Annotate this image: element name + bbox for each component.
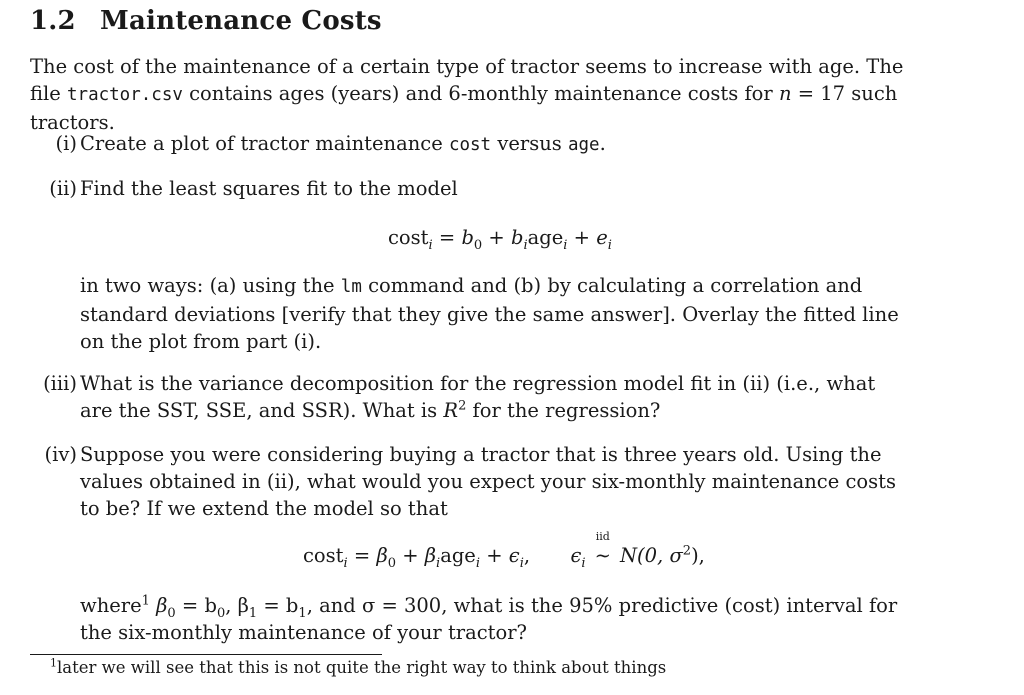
item-body-i (80, 130, 913, 159)
eq1-age: age (527, 226, 564, 249)
cond-b1-sub: 1 (298, 605, 307, 621)
eq2-plus-1: + (402, 544, 419, 567)
eq1-lhs: cost (388, 226, 429, 249)
eq2-lhs: cost (303, 544, 344, 567)
eq1-b1-sub: i (523, 237, 528, 253)
question-item-iv (44, 441, 913, 522)
item-label-iii: (iii) (43, 372, 77, 395)
intro-text-2: contains ages (years) and 6-monthly maintenance costs for (189, 82, 773, 105)
eq2-equals: = (353, 544, 371, 567)
question-item-ii (49, 175, 913, 202)
item-label-iv: (iv) (44, 443, 77, 466)
item-i-code-cost: cost (448, 135, 492, 155)
eq1-e-sub: i (607, 237, 612, 253)
model-equation-2 (303, 530, 705, 571)
footnote (50, 657, 666, 679)
item-iv-where: where (80, 594, 142, 617)
item-i-versus: versus (497, 132, 562, 155)
item-iv-continuation (80, 592, 913, 646)
eq1-e: e (596, 226, 608, 249)
eq2-age-sub: i (475, 555, 481, 571)
eq2-normal-sup: 2 (682, 543, 692, 559)
cond-eq-b0: = b (181, 594, 217, 617)
eq2-beta1-sub: i (436, 555, 441, 571)
eq1-age-sub: i (563, 237, 568, 253)
intro-n-symbol: n (778, 82, 792, 105)
item-ii-code-lm: lm (340, 277, 362, 297)
item-iii-text-2: for the regression? (472, 399, 661, 422)
item-iv-text: Suppose you were considering buying a tractor that is three years old. Using the values obtained in (ii), what would you expect your six-monthly maintenance costs to be? If we extend the model so that (80, 443, 896, 520)
eq1-plus-2: + (573, 226, 590, 249)
cond-b0-sub: 0 (216, 605, 226, 621)
intro-n-value: = 17 such tractors. (30, 82, 898, 134)
model-equation-1 (388, 226, 612, 253)
eq2-eps-sub: i (519, 555, 524, 571)
eq1-plus-1: + (488, 226, 505, 249)
cond-beta1-sub: 1 (248, 605, 258, 621)
item-iii-r-sup: 2 (458, 398, 467, 414)
cond-sep-beta1: , β (225, 594, 249, 617)
eq2-eps-2-sub: i (581, 555, 586, 571)
eq2-plus-2: + (486, 544, 503, 567)
eq2-normal-end: ), (691, 544, 705, 567)
section-title: Maintenance Costs (100, 6, 382, 36)
eq2-normal: N(0, σ (619, 544, 683, 567)
intro-paragraph (30, 53, 930, 136)
item-label-i: (i) (55, 132, 77, 155)
eq1-b0: b (461, 226, 474, 249)
section-heading (30, 6, 382, 36)
footnote-ref: 1 (141, 593, 150, 609)
item-i-code-age: age (567, 135, 600, 155)
eq2-beta0-sub: 0 (387, 555, 396, 571)
item-i-text: Create a plot of tractor maintenance (80, 132, 443, 155)
item-ii-intro: Find the least squares fit to the model (80, 177, 458, 200)
footnote-marker: 1 (50, 656, 57, 670)
eq2-eps: ϵ (508, 544, 520, 567)
question-item-i (55, 130, 913, 159)
item-ii-cont-2: command and (b) by calculating a correlation and standard deviations [verify that they give the same answer]. Overlay the fitted line on the plot from part (i). (80, 274, 899, 353)
eq1-b1: b (510, 226, 524, 249)
question-item-iii (43, 370, 913, 424)
item-iv-cont-body (80, 592, 913, 646)
eq2-comma: , (523, 544, 531, 567)
item-iii-r: R (443, 399, 459, 422)
section-number: 1.2 (30, 6, 76, 36)
cond-eq-b1: = b (263, 594, 299, 617)
item-label-ii: (ii) (49, 177, 77, 200)
eq2-iid-tilde (592, 530, 614, 567)
eq1-b0-sub: 0 (473, 237, 483, 253)
eq1-equals: = (438, 226, 456, 249)
footnote-rule (30, 654, 382, 655)
item-i-end: . (599, 132, 606, 155)
cond-sigma-text: , and σ = 300, what is the 95% predictive (cost) interval for the six-monthly maintenance of your tractor? (80, 594, 898, 644)
item-body-iii (80, 370, 913, 424)
item-ii-cont-body (80, 272, 913, 355)
item-ii-continuation (80, 272, 913, 355)
cond-beta0: β (156, 594, 168, 617)
intro-text-1: The cost of the maintenance of a certain type of tractor seems to increase with age. The file (30, 55, 904, 105)
item-ii-cont-1: in two ways: (a) using the (80, 274, 335, 297)
eq2-age: age (440, 544, 476, 567)
footnote-text: later we will see that this is not quite the right way to think about things (57, 658, 667, 677)
eq2-beta1: β (424, 544, 437, 567)
eq2-iid: iid (595, 530, 610, 543)
eq2-beta0: β (376, 544, 388, 567)
eq2-tilde: ∼ (594, 544, 611, 567)
eq2-eps-2: ϵ (570, 544, 582, 567)
eq1-lhs-sub: i (428, 237, 433, 253)
intro-file-name: tractor.csv (67, 85, 183, 105)
cond-beta0-sub: 0 (167, 605, 176, 621)
eq2-lhs-sub: i (343, 555, 348, 571)
item-iii-text-1: What is the variance decomposition for the regression model fit in (ii) (i.e., what are the SST, SSE, and SSR). What is (80, 372, 876, 422)
